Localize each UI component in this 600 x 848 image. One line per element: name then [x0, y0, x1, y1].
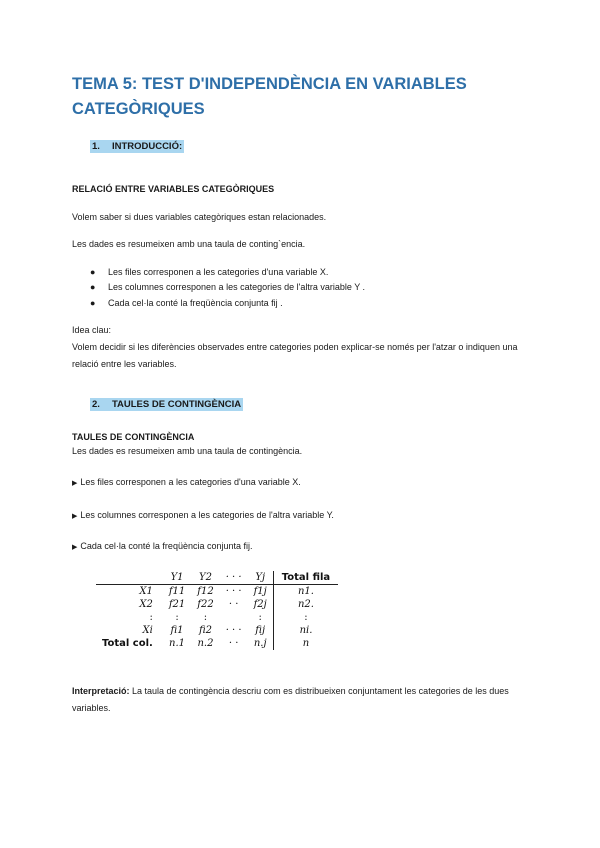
table-row: X1 f11 f12 · · · f1j n1. — [96, 585, 338, 599]
section-2-number: 2. — [92, 399, 100, 410]
section-2-paragraph-1: Les dades es resumeixen amb una taula de contingència. — [72, 446, 303, 456]
bullet-item: ● Les files corresponen a les categories d'una variable X. — [90, 265, 328, 280]
idea-label: Idea clau: — [72, 325, 112, 335]
section-2-title: TAULES DE CONTINGÈNCIA — [111, 399, 242, 410]
section-1-subheading: RELACIÓ ENTRE VARIABLES CATEGÒRIQUES — [72, 184, 275, 194]
section-1-heading — [90, 141, 184, 152]
bullet-dot-icon: ● — [90, 298, 96, 308]
table-header-row: Y1 Y2 · · · Yj Total fila — [96, 571, 338, 585]
interpretation-label: Interpretació: — [72, 686, 130, 696]
idea-text: Volem decidir si les diferències observades entre categories poden explicar-se només per l'atzar o indiquen una relació entre les variables. — [72, 342, 518, 369]
bullet-dot-icon: ● — [90, 282, 96, 292]
bullet-item: ● Les columnes corresponen a les categories de l'altra variable Y . — [90, 280, 365, 295]
section-1-paragraph-2: Les dades es resumeixen amb una taula de conting`encia. — [72, 239, 306, 249]
section-1-title: INTRODUCCIÓ: — [111, 141, 183, 152]
section-2-heading — [90, 399, 243, 410]
table-row: Xi fi1 fi2 · · · fij ni. — [96, 624, 338, 637]
table-row: X2 f21 f22 · · f2j n2. — [96, 598, 338, 611]
contingency-table — [96, 571, 338, 650]
interpretation-paragraph — [72, 683, 532, 717]
page-title: TEMA 5: TEST D'INDEPENDÈNCIA EN VARIABLES CATEGÒRIQUES — [72, 75, 467, 118]
arrow-item: ▶ Les columnes corresponen a les categories de l'altra variable Y. — [72, 510, 334, 520]
section-1-paragraph-1: Volem saber si dues variables categòriques estan relacionades. — [72, 212, 327, 222]
triangle-right-icon: ▶ — [72, 480, 78, 487]
triangle-right-icon: ▶ — [72, 513, 78, 520]
arrow-item: ▶ Les files corresponen a les categories d'una variable X. — [72, 477, 301, 487]
bullet-item: ● Cada cel·la conté la freqüència conjunta fij . — [90, 296, 283, 311]
interpretation-text: La taula de contingència descriu com es distribueixen conjuntament les categories de les dues variables. — [72, 686, 509, 713]
section-1-number: 1. — [92, 141, 100, 152]
table-row: : : : : : — [96, 611, 338, 624]
triangle-right-icon: ▶ — [72, 544, 78, 551]
arrow-item: ▶ Cada cel·la conté la freqüència conjunta fij. — [72, 541, 253, 551]
bullet-dot-icon: ● — [90, 267, 96, 277]
table-row: Total col. n.1 n.2 · · n.j n — [96, 637, 338, 650]
section-2-subheading: TAULES DE CONTINGÈNCIA — [72, 432, 195, 442]
